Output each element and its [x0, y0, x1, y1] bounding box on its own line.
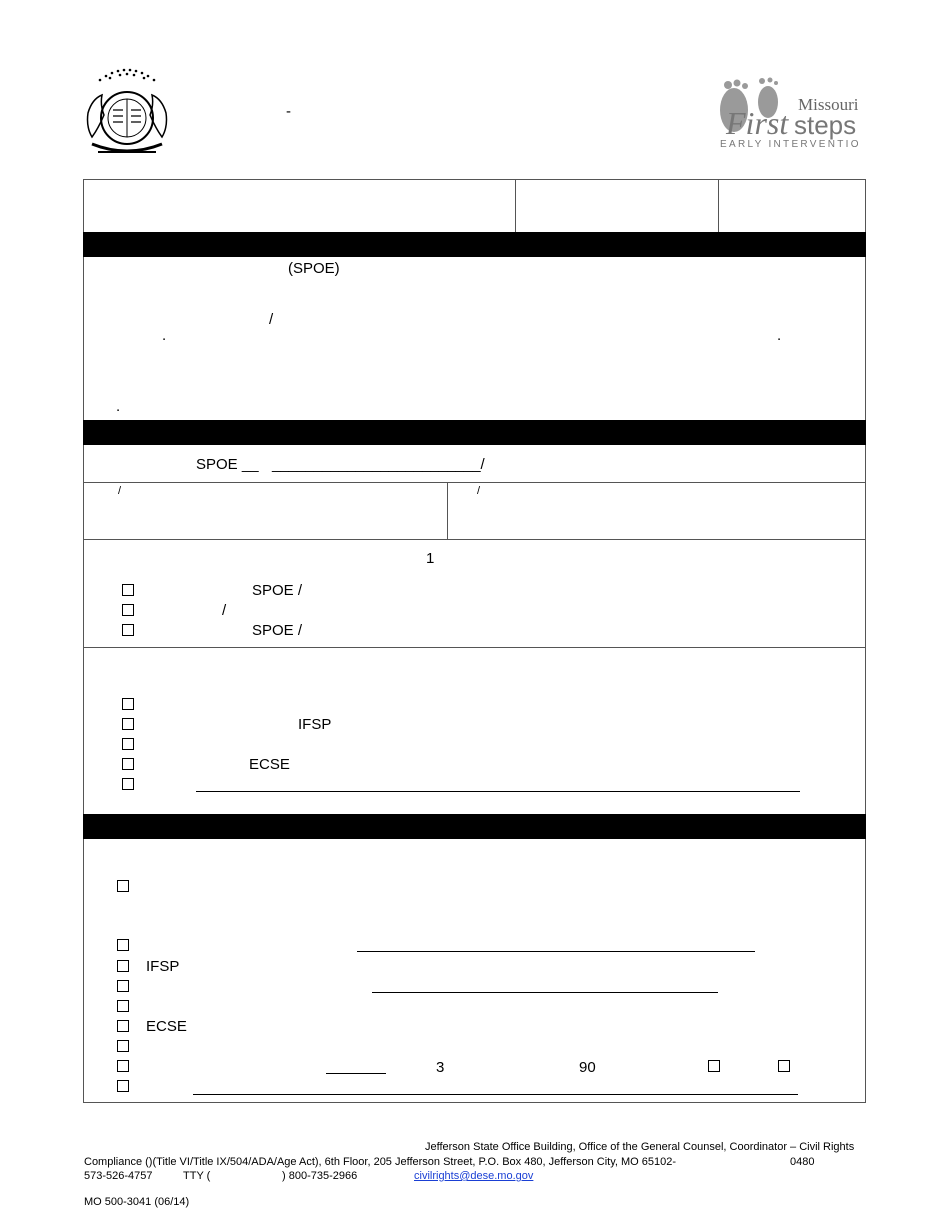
cell-right-slash: /	[477, 485, 481, 497]
spoe-label: (SPOE)	[288, 260, 340, 277]
section5-number-90: 90	[579, 1059, 596, 1076]
footer-line-2-tail: 0480	[790, 1156, 815, 1168]
spoe-name-line[interactable]: _________________________/	[272, 456, 485, 473]
section3-checkbox-2[interactable]	[122, 604, 134, 616]
section3-checkbox-3[interactable]	[122, 624, 134, 636]
section5-checkbox-5[interactable]	[117, 1020, 129, 1032]
first-steps-logo	[716, 76, 858, 150]
logo-state-text: Missouri	[798, 95, 858, 114]
section5-checkbox-3[interactable]	[117, 980, 129, 992]
section3-option-1: SPOE /	[252, 582, 303, 599]
row-divider-3	[83, 647, 866, 648]
logo-first-text: First	[726, 105, 789, 141]
section-header-bar-1	[83, 232, 866, 257]
section4-checkbox-2[interactable]	[122, 718, 134, 730]
footer-phone: 573-526-4757	[84, 1170, 153, 1182]
footer-tty: TTY (	[183, 1170, 211, 1182]
section5-short-line[interactable]	[326, 1073, 386, 1074]
section4-ecse-label: ECSE	[249, 756, 290, 773]
section3-checkbox-1[interactable]	[122, 584, 134, 596]
row-divider-1	[83, 482, 866, 483]
section5-bottom-line[interactable]	[193, 1094, 798, 1095]
section5-line-1[interactable]	[357, 951, 755, 952]
section4-other-line[interactable]	[196, 791, 800, 792]
top-row-divider-1	[515, 179, 516, 232]
logo-tagline-text: EARLY INTERVENTION	[720, 139, 858, 150]
section1-dot-right: .	[777, 327, 782, 344]
section4-checkbox-4[interactable]	[122, 758, 134, 770]
footer-line-2: Compliance ()(Title VI/Title IX/504/ADA/Age Act), 6th Floor, 205 Jefferson Street, P.O. Box 480, Jefferson City, MO 65102-	[84, 1156, 677, 1168]
cell-left-slash: /	[118, 485, 122, 497]
section3-option-3: SPOE /	[252, 622, 303, 639]
section5-checkbox-8[interactable]	[117, 1080, 129, 1092]
row-divider-2	[83, 539, 866, 540]
cell-divider	[447, 482, 448, 539]
header-dash: -	[286, 103, 291, 120]
spoe-name-label: SPOE __	[196, 456, 259, 473]
section5-checkbox-6[interactable]	[117, 1040, 129, 1052]
section5-checkbox-1[interactable]	[117, 939, 129, 951]
section5-number-3: 3	[436, 1059, 445, 1076]
section5-checkbox-7[interactable]	[117, 1060, 129, 1072]
section1-slash: /	[269, 311, 274, 328]
section1-dot-bottom: .	[116, 398, 121, 415]
form-container	[83, 179, 866, 1103]
footer-tty-number: ) 800-735-2966	[282, 1170, 358, 1182]
section3-option-2: /	[222, 602, 227, 619]
section5-checkbox-main[interactable]	[117, 880, 129, 892]
logo-steps-text: steps	[794, 110, 857, 140]
section1-dot-left: .	[162, 327, 167, 344]
section5-ifsp-label: IFSP	[146, 958, 180, 975]
section5-line-2[interactable]	[372, 992, 718, 993]
missouri-state-seal	[80, 68, 174, 162]
section5-checkbox-4[interactable]	[117, 1000, 129, 1012]
section4-checkbox-1[interactable]	[122, 698, 134, 710]
footer-line-1: Jefferson State Office Building, Office of the General Counsel, Coordinator – Civil Rights	[425, 1141, 855, 1153]
footer-email-link[interactable]: civilrights@dese.mo.gov	[414, 1170, 534, 1182]
section5-checkbox-no[interactable]	[778, 1060, 790, 1072]
section5-checkbox-yes[interactable]	[708, 1060, 720, 1072]
top-row-divider-2	[718, 179, 719, 232]
section-header-bar-2	[83, 420, 866, 445]
section5-ecse-label: ECSE	[146, 1018, 187, 1035]
section-header-bar-3	[83, 814, 866, 839]
section4-checkbox-3[interactable]	[122, 738, 134, 750]
section4-checkbox-5[interactable]	[122, 778, 134, 790]
section4-ifsp-label: IFSP	[298, 716, 332, 733]
section5-checkbox-2[interactable]	[117, 960, 129, 972]
section3-number: 1	[426, 550, 435, 567]
form-id: MO 500-3041 (06/14)	[84, 1196, 190, 1208]
